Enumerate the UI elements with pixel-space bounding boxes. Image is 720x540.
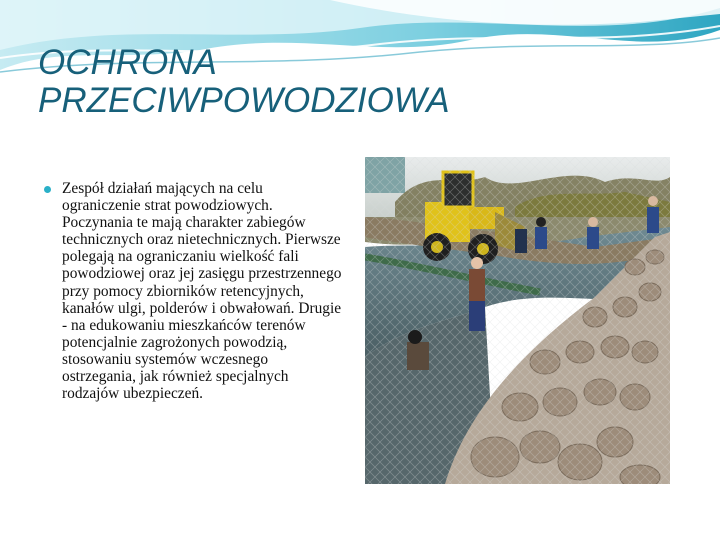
list-item (44, 180, 344, 402)
body-text: Zespół działań mających na celu ograniczenie strat powodziowych. Poczynania te mają charakter zabiegów technicznych oraz nietechnicznych. Pierwsze polegają na ograniczaniu wielkość fali powodziowej oraz jej zasięgu przestrzennego przy pomocy zbiorników retencyjnych, kanałów ulgi, polderów i obwałowań. Drugie - na edukowaniu mieszkańców terenów potencjalnie zagrożonych powodzią, stosowaniu systemów wczesnego ostrzegania, jak również specjalnych rodzajów ubezpieczeń. (62, 180, 342, 403)
slide-title (38, 44, 598, 120)
slide-title-line-2: PRZECIWPOWODZIOWA (38, 81, 450, 120)
flood-protection-photo (365, 157, 670, 484)
bullet-icon (44, 186, 51, 193)
body-bullet-list (44, 180, 344, 402)
slide-title-line-1: OCHRONA (38, 43, 217, 82)
